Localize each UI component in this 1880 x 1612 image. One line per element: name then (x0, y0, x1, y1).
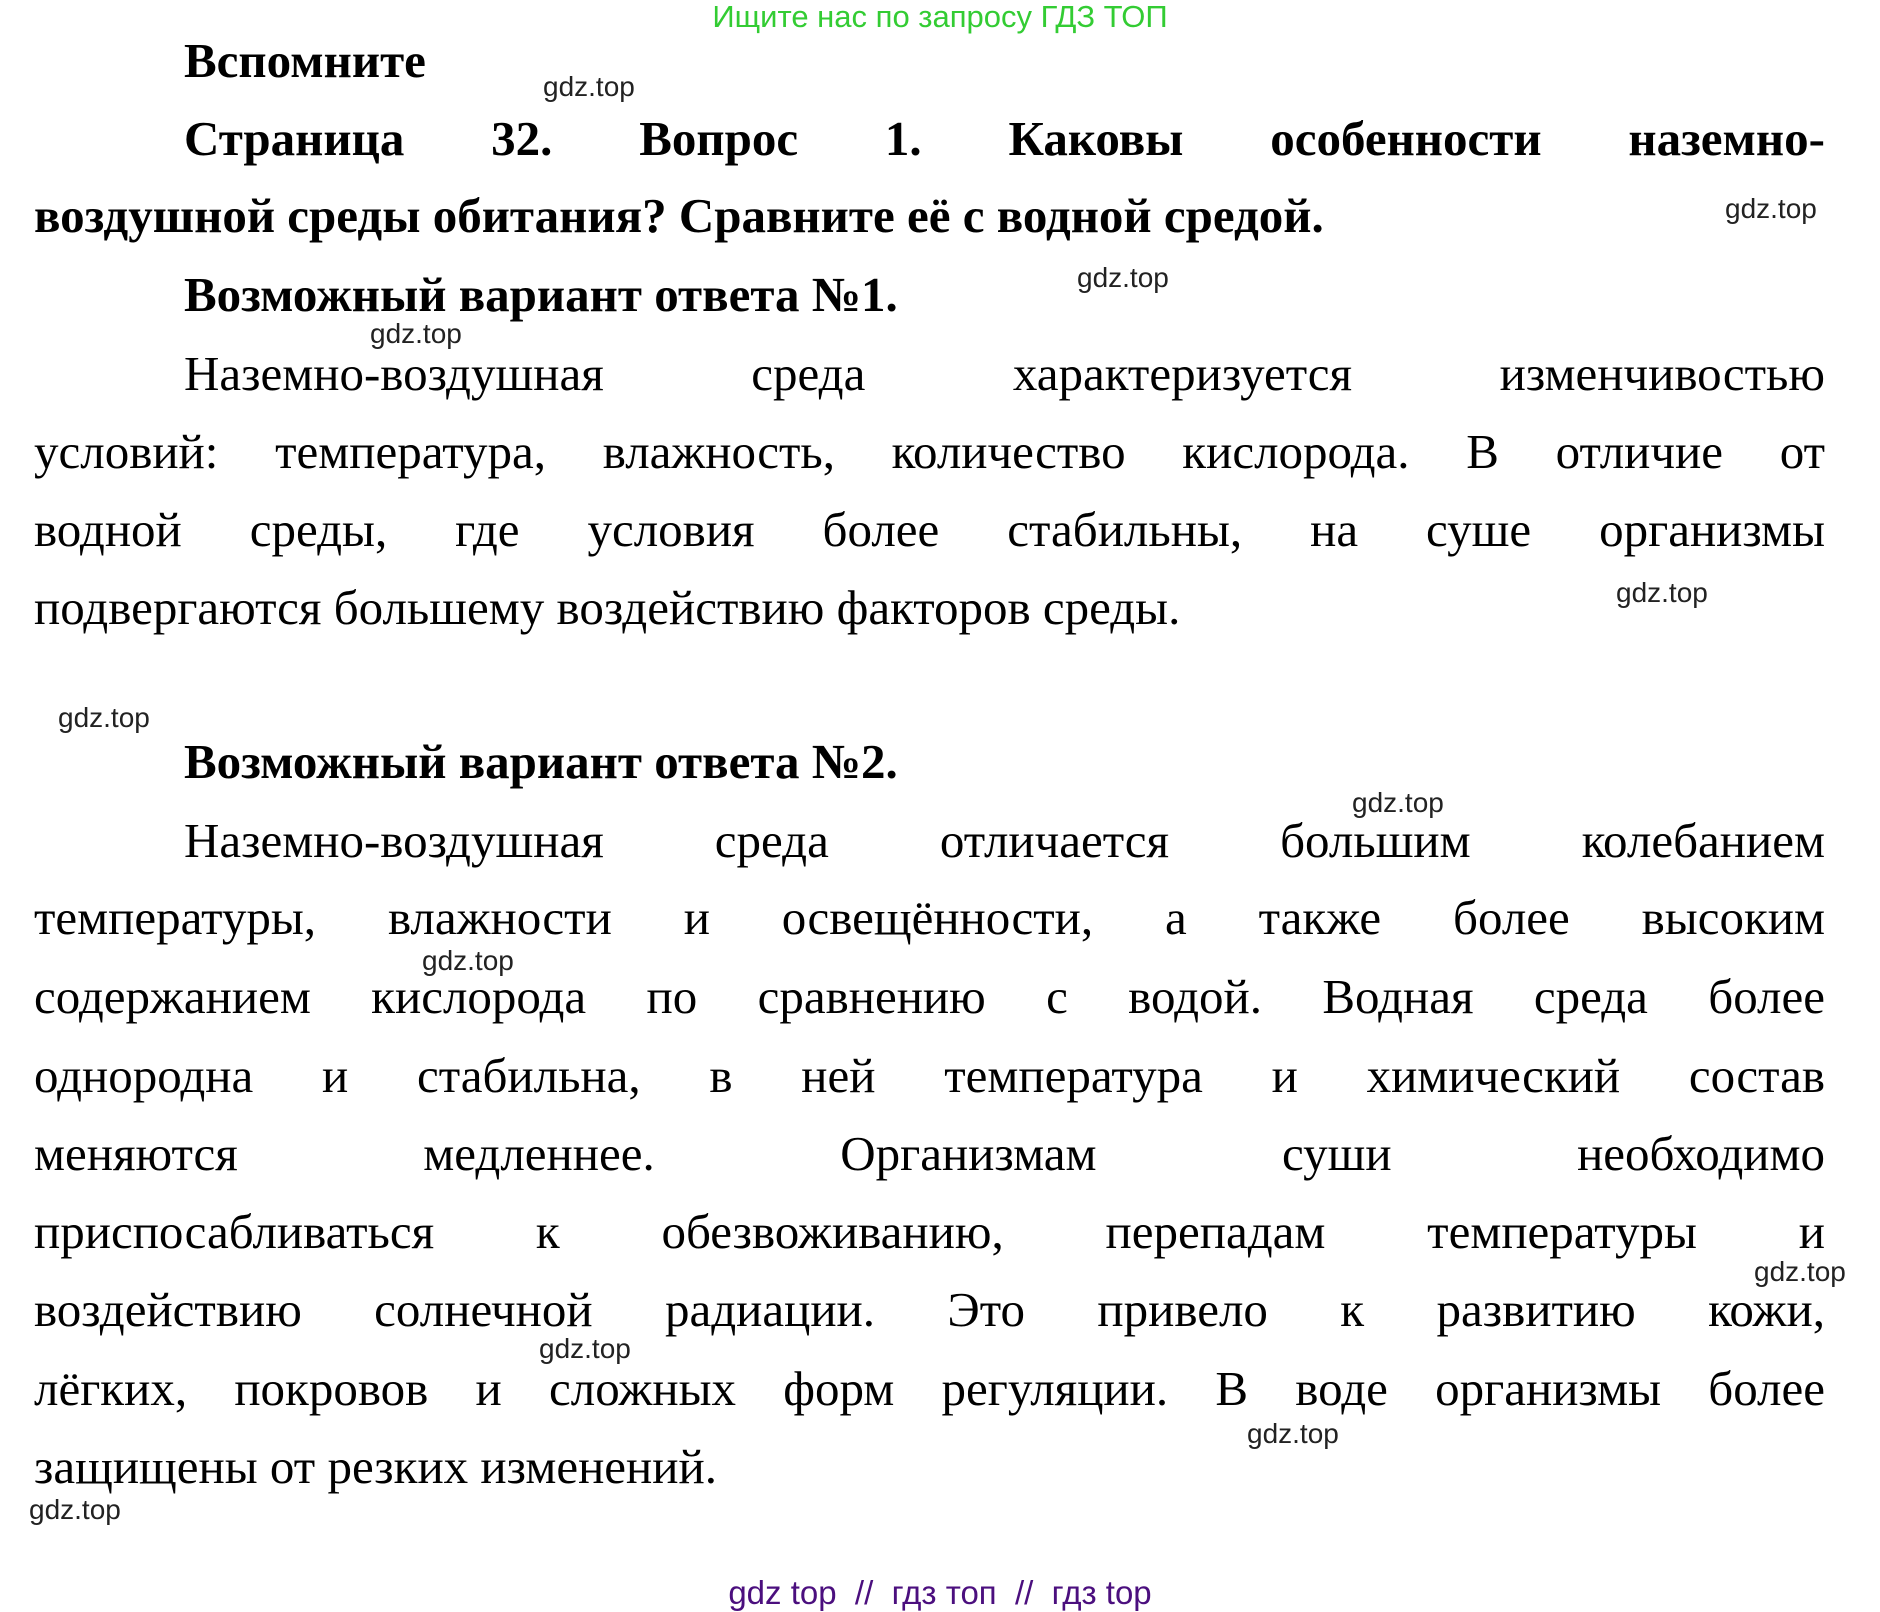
answer2-line: температуры, влажности и освещённости, а также более высоким (34, 890, 1825, 945)
watermark: gdz.top (1352, 787, 1444, 818)
answer2-line: воздействию солнечной радиации. Это привело к развитию кожи, (34, 1282, 1825, 1337)
answer2-title: Возможный вариант ответа №2. (184, 734, 898, 789)
footer-links: gdz top // гдз топ // гдз top (728, 1574, 1152, 1611)
watermark: gdz.top (1247, 1418, 1339, 1449)
answer1-line: подвергаются большему воздействию факторов среды. (34, 580, 1181, 635)
answer2-line: приспосабливаться к обезвоживанию, перепадам температуры и (34, 1204, 1825, 1259)
answer1-title: Возможный вариант ответа №1. (184, 267, 898, 322)
answer2-line: лёгких, покровов и сложных форм регуляции. В воде организмы более (34, 1361, 1825, 1416)
answer2-line: защищены от резких изменений. (34, 1439, 717, 1494)
answer1-line: водной среды, где условия более стабильны, на суше организмы (34, 502, 1825, 557)
watermark: gdz.top (1616, 577, 1708, 608)
answer2-line: меняются медленнее. Организмам суши необходимо (34, 1126, 1825, 1181)
question-line: Страница 32. Вопрос 1. Каковы особенности наземно- (184, 111, 1825, 166)
search-banner: Ищите нас по запросу ГДЗ ТОП (712, 0, 1168, 34)
watermark: gdz.top (422, 945, 514, 976)
watermark: gdz.top (1077, 262, 1169, 293)
watermark: gdz.top (58, 702, 150, 733)
watermark: gdz.top (29, 1494, 121, 1525)
watermark: gdz.top (539, 1333, 631, 1364)
question-line: воздушной среды обитания? Сравните её с водной средой. (34, 188, 1324, 243)
watermark: gdz.top (1725, 193, 1817, 224)
watermark: gdz.top (370, 318, 462, 349)
answer1-line: условий: температура, влажность, количество кислорода. В отличие от (34, 424, 1825, 479)
heading-remember: Вспомните (184, 33, 426, 88)
answer1-line: Наземно-воздушная среда характеризуется изменчивостью (184, 346, 1825, 401)
watermark: gdz.top (1754, 1256, 1846, 1287)
answer2-line: Наземно-воздушная среда отличается большим колебанием (184, 813, 1825, 868)
answer2-line: содержанием кислорода по сравнению с водой. Водная среда более (34, 969, 1825, 1024)
answer2-line: однородна и стабильна, в ней температура и химический состав (34, 1048, 1825, 1103)
watermark: gdz.top (543, 71, 635, 102)
